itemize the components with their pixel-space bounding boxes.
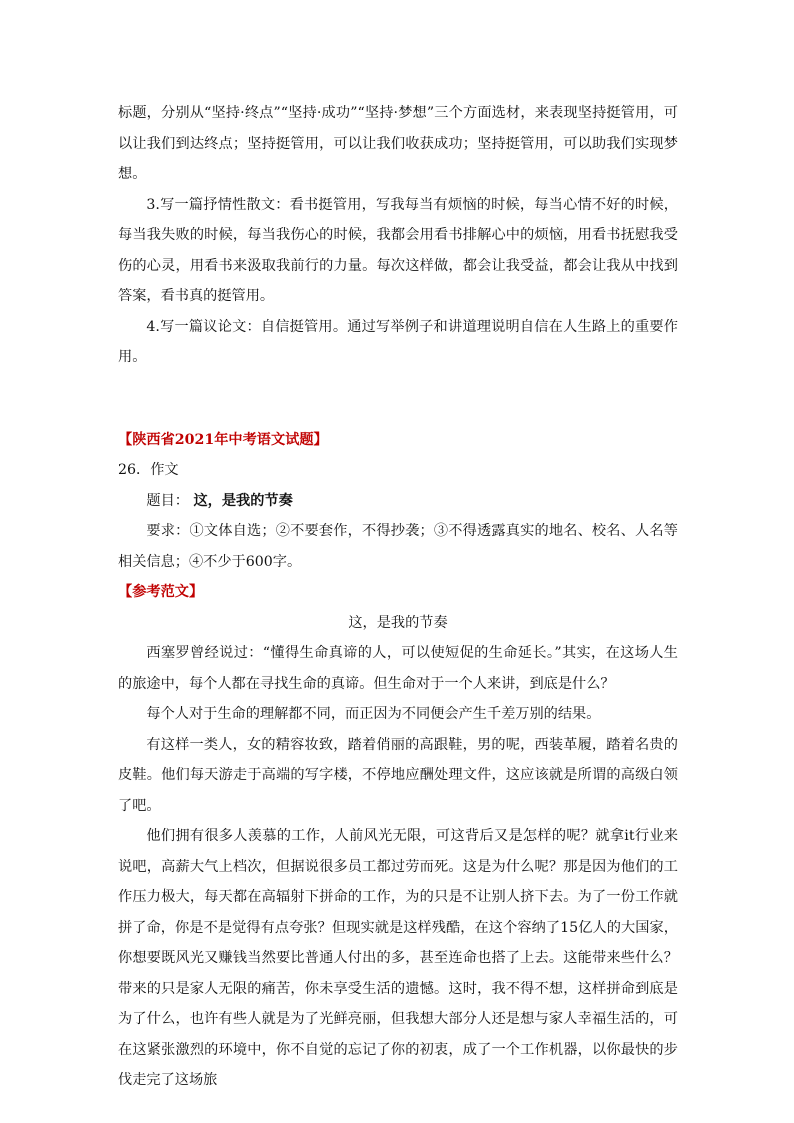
topic-line — [118, 486, 678, 517]
reference-label: 【参考范文】 — [118, 584, 204, 600]
paragraph-continuation: 标题，分别从“坚持·终点”“坚持·成功”“坚持·梦想”三个方面选材，来表现坚持挺管用，可以让我们到达终点；坚持挺管用，可以让我们收获成功；坚持挺管用，可以助我们实现梦想。 — [118, 105, 678, 182]
essay-title: 这，是我的节奏 — [348, 614, 448, 631]
requirements: 要求：①文体自选；②不要套作，不得抄袭；③不得透露真实的地名、校名、人名等相关信息；④不少于600字。 — [118, 523, 678, 570]
question-number: 26．作文 — [118, 462, 179, 478]
document-content — [118, 98, 678, 1096]
paragraph-option-3: 3.写一篇抒情性散文：看书挺管用，写我每当有烦恼的时候，每当心情不好的时候，每当我失败的时候，每当我伤心的时候，我都会用看书排解心中的烦恼，用看书抚慰我受伤的心灵，用看书来汲取我前行的力量。每次这样做，都会让我受益，都会让我从中找到答案，看书真的挺管用。 — [118, 196, 678, 304]
essay-paragraph: 他们拥有很多人羡慕的工作，人前风光无限，可这背后又是怎样的呢？就拿it行业来说吧，高薪大气上档次，但据说很多员工都过劳而死。这是为什么呢？那是因为他们的工作压力极大，每天都在高辐射下拼命的工作，为的只是不让别人挤下去。为了一份工作就拼了命，你是不是觉得有点夸张？但现实就是这样残酷，在这个容纳了15亿人的大国家，你想要既风光又赚钱当然要比普通人付出的多，甚至连命也搭了上去。这能带来些什么？带来的只是家人无限的痛苦，你未享受生活的遗憾。这时，我不得不想，这样拼命到底是为了什么，也许有些人就是为了光鲜亮丽，但我想大部分人还是想与家人幸福生活的，可在这紧张激烈的环境中，你不自觉的忘记了你的初衷，成了一个工作机器，以你最快的步伐走完了这场旅 — [118, 828, 678, 1088]
topic-label: 题目： — [146, 492, 189, 509]
section-gap — [118, 373, 678, 425]
essay-paragraph: 有这样一类人，女的精容妆致，踏着俏丽的高跟鞋，男的呢，西装革履，踏着名贵的皮鞋。他们每天游走于高端的写字楼，不停地应酬处理文件，这应该就是所谓的高级白领了吧。 — [118, 736, 678, 814]
essay-paragraph: 西塞罗曾经说过：“懂得生命真谛的人，可以使短促的生命延长。”其实，在这场人生的旅途中，每个人都在寻找生命的真谛。但生命对于一个人来讲，到底是什么？ — [118, 645, 678, 692]
essay-paragraph: 每个人对于生命的理解都不同，而正因为不同便会产生千差万别的结果。 — [146, 706, 601, 722]
paragraph-option-4: 4.写一篇议论文：自信挺管用。通过写举例子和讲道理说明自信在人生路上的重要作用。 — [118, 318, 678, 365]
section-heading: 【陕西省2021年中考语文试题】 — [118, 431, 328, 448]
topic-title: 这，是我的节奏 — [193, 492, 293, 509]
